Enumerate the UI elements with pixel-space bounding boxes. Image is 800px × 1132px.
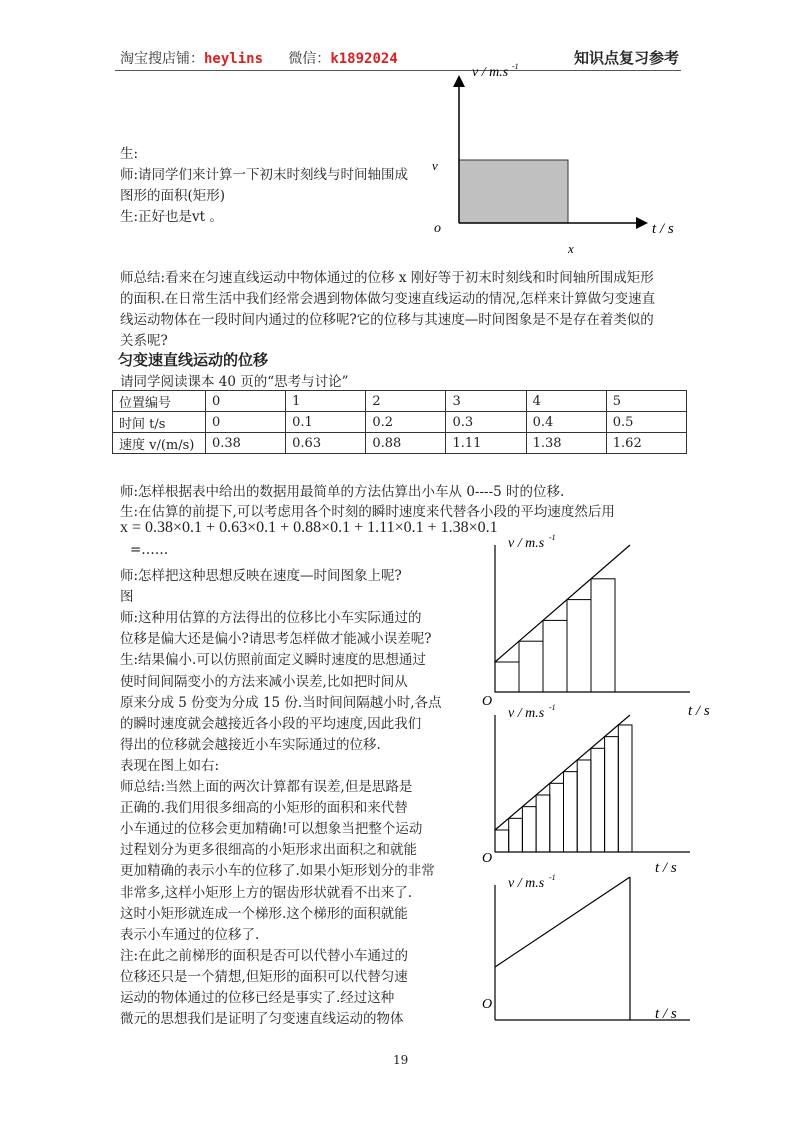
section-title: 匀变速直线运动的位移 [118, 351, 269, 369]
header-title: 知识点复习参考 [574, 49, 680, 67]
origin-label: o [434, 221, 441, 236]
velocity-line [495, 715, 630, 830]
table-row [113, 433, 687, 454]
text-line: 图形的面积(矩形) [120, 188, 226, 204]
area-bar [550, 783, 564, 852]
text-line: 表示小车通过的位移了. [120, 926, 260, 943]
table-cell: 2 [366, 391, 446, 412]
text-line: 位移是偏大还是偏小?请思考怎样做才能减小误差呢? [120, 631, 432, 648]
table-cell: 0.4 [526, 412, 606, 433]
x-axis-label: t / s [655, 860, 677, 876]
area-bar [543, 620, 567, 692]
text-line: 注:在此之前梯形的面积是否可以代替小车通过的 [120, 947, 409, 964]
origin-label: O [482, 694, 493, 709]
text-line: 原来分成 5 份变为分成 15 份.当时间间隔越小时,各点 [120, 694, 442, 711]
x-axis-label: t / s [688, 703, 710, 719]
area-bar [567, 600, 591, 692]
table-cell: 1.38 [526, 433, 606, 454]
area-bar [618, 725, 632, 852]
text-line: 小车通过的位移会更加精确!可以想象当把整个运动 [120, 821, 423, 838]
y-axis-sup: -1 [549, 703, 556, 712]
text-line: 过程划分为更多很细高的小矩形求出面积之和就能 [120, 842, 417, 859]
table-cell: 0.63 [286, 433, 366, 454]
x-axis-label: t / s [652, 221, 674, 237]
table-row [113, 391, 687, 412]
vt-graph-3 [482, 873, 690, 1022]
text-line: 图 [120, 589, 134, 606]
area-bar [605, 737, 619, 852]
text-line: 这时小矩形就连成一个梯形.这个梯形的面积就能 [120, 905, 408, 922]
text-line: 生:正好也是vt 。 [120, 209, 223, 225]
data-table [112, 390, 687, 454]
text-line: 位移还只是一个猜想,但矩形的面积可以代替匀速 [120, 968, 408, 985]
x-mark: x [568, 241, 574, 256]
wechat-label: 微信： [288, 51, 331, 67]
text-line: 师:怎样把这种思想反映在速度—时间图象上呢? [120, 568, 402, 584]
page-number: 19 [393, 1053, 409, 1067]
area-bar [564, 772, 578, 852]
text-line: 非常多,这样小矩形上方的锯齿形状就看不出来了. [120, 884, 413, 901]
area-bar [495, 662, 519, 692]
text-line: 生:结果偏小.可以仿照前面定义瞬时速度的思想通过 [120, 652, 426, 669]
area-bar [522, 807, 536, 852]
text-line: 微元的思想我们是证明了匀变速直线运动的物体 [120, 1011, 404, 1028]
table-cell: 0.38 [206, 433, 286, 454]
table-cell: 时间 t/s [113, 412, 206, 433]
velocity-line [495, 545, 630, 662]
text-line: 更加精确的表示小车的位移了.如果小矩形划分的非常 [120, 863, 435, 880]
table-cell: 4 [526, 391, 606, 412]
text-line: 师:怎样根据表中给出的数据用最简单的方法估算出小车从 0----5 时的位移. [120, 484, 565, 500]
area-bar [495, 830, 509, 852]
y-axis-sup: -1 [512, 62, 519, 71]
y-axis-sup: -1 [549, 533, 556, 542]
table-cell: 0.3 [446, 412, 526, 433]
text-line: 师总结:当然上面的两次计算都有误差,但是思路是 [120, 779, 413, 795]
read-prompt: 请同学阅读课本 40 页的“思考与讨论” [120, 374, 349, 390]
table-row [113, 412, 687, 433]
origin-label: O [482, 851, 493, 866]
table-cell: 5 [606, 391, 686, 412]
table-cell: 0 [206, 412, 286, 433]
text-line: 师总结:看来在匀速直线运动中物体通过的位移 x 刚好等于初末时刻线和时间轴所围成矩形 [120, 270, 654, 286]
x-axis-label: t / s [655, 1006, 677, 1022]
origin-label: O [482, 997, 493, 1012]
area-bar [519, 641, 543, 692]
table-cell: 速度 v/(m/s) [113, 433, 206, 454]
displacement-formula: x = 0.38×0.1 + 0.63×0.1 + 0.88×0.1 + 1.11×0.1 + 1.38×0.1 [120, 519, 498, 536]
v-label: v [432, 158, 438, 173]
text-line: 生:在估算的前提下,可以考虑用各个时刻的瞬时速度来代替各小段的平均速度然后用 [120, 504, 615, 520]
text-line: 师:这种用估算的方法得出的位移比小车实际通过的 [120, 610, 422, 627]
table-cell: 1 [286, 391, 366, 412]
area-bar [591, 579, 615, 692]
text-line: 的瞬时速度就会越接近各小段的平均速度,因此我们 [120, 715, 422, 732]
shop-label: 淘宝搜店铺： [120, 51, 204, 67]
table-cell: 1.62 [606, 433, 686, 454]
text-line: 关系呢? [120, 333, 168, 349]
formula-continuation: =…… [130, 542, 169, 558]
area-bar [536, 795, 550, 852]
y-axis-label: v / m.s [508, 536, 545, 551]
rectangle-vt-figure [420, 60, 690, 260]
table-cell: 位置编号 [113, 391, 206, 412]
text-line: 线运动物体在一段时间内通过的位移呢?它的位移与其速度—时间图象是不是存在着类似的 [120, 312, 654, 328]
y-axis-label: v / m.s [508, 876, 545, 891]
table-cell: 3 [446, 391, 526, 412]
table-cell: 1.11 [446, 433, 526, 454]
text-line: 使时间间隔变小的方法来减小误差,比如把时间从 [120, 673, 408, 690]
y-axis-label: v / m.s [508, 706, 545, 721]
vt-graph-1 [482, 533, 710, 719]
text-line: 表现在图上如右: [120, 757, 220, 774]
area-bar [577, 760, 591, 852]
y-axis-label: v / m.s [472, 65, 509, 80]
table-cell: 0 [206, 391, 286, 412]
table-cell: 0.5 [606, 412, 686, 433]
shop-name: heylins [204, 51, 264, 67]
text-line: 生: [120, 146, 139, 162]
area-rectangle [459, 160, 568, 223]
text-line: 运动的物体通过的位移已经是事实了.经过这种 [120, 990, 395, 1006]
text-line: 正确的.我们用很多细高的小矩形的面积和来代替 [120, 800, 408, 817]
area-bar [591, 748, 605, 852]
wechat-id: k1892024 [330, 51, 398, 67]
text-line: 得出的位移就会越接近小车实际通过的位移. [120, 736, 381, 753]
vt-graphs [470, 530, 710, 1030]
table-cell: 0.1 [286, 412, 366, 433]
text-line: 的面积.在日常生活中我们经常会遇到物体做匀变速直线运动的情况,怎样来计算做匀变速直 [120, 291, 656, 307]
header-left [120, 48, 398, 68]
table-cell: 0.88 [366, 433, 446, 454]
y-axis-sup: -1 [549, 873, 556, 882]
table-cell: 0.2 [366, 412, 446, 433]
text-line: 师:请同学们来计算一下初末时刻线与时间轴围成 [120, 167, 409, 183]
vt-graph-2 [482, 703, 690, 876]
area-bar [509, 818, 523, 852]
